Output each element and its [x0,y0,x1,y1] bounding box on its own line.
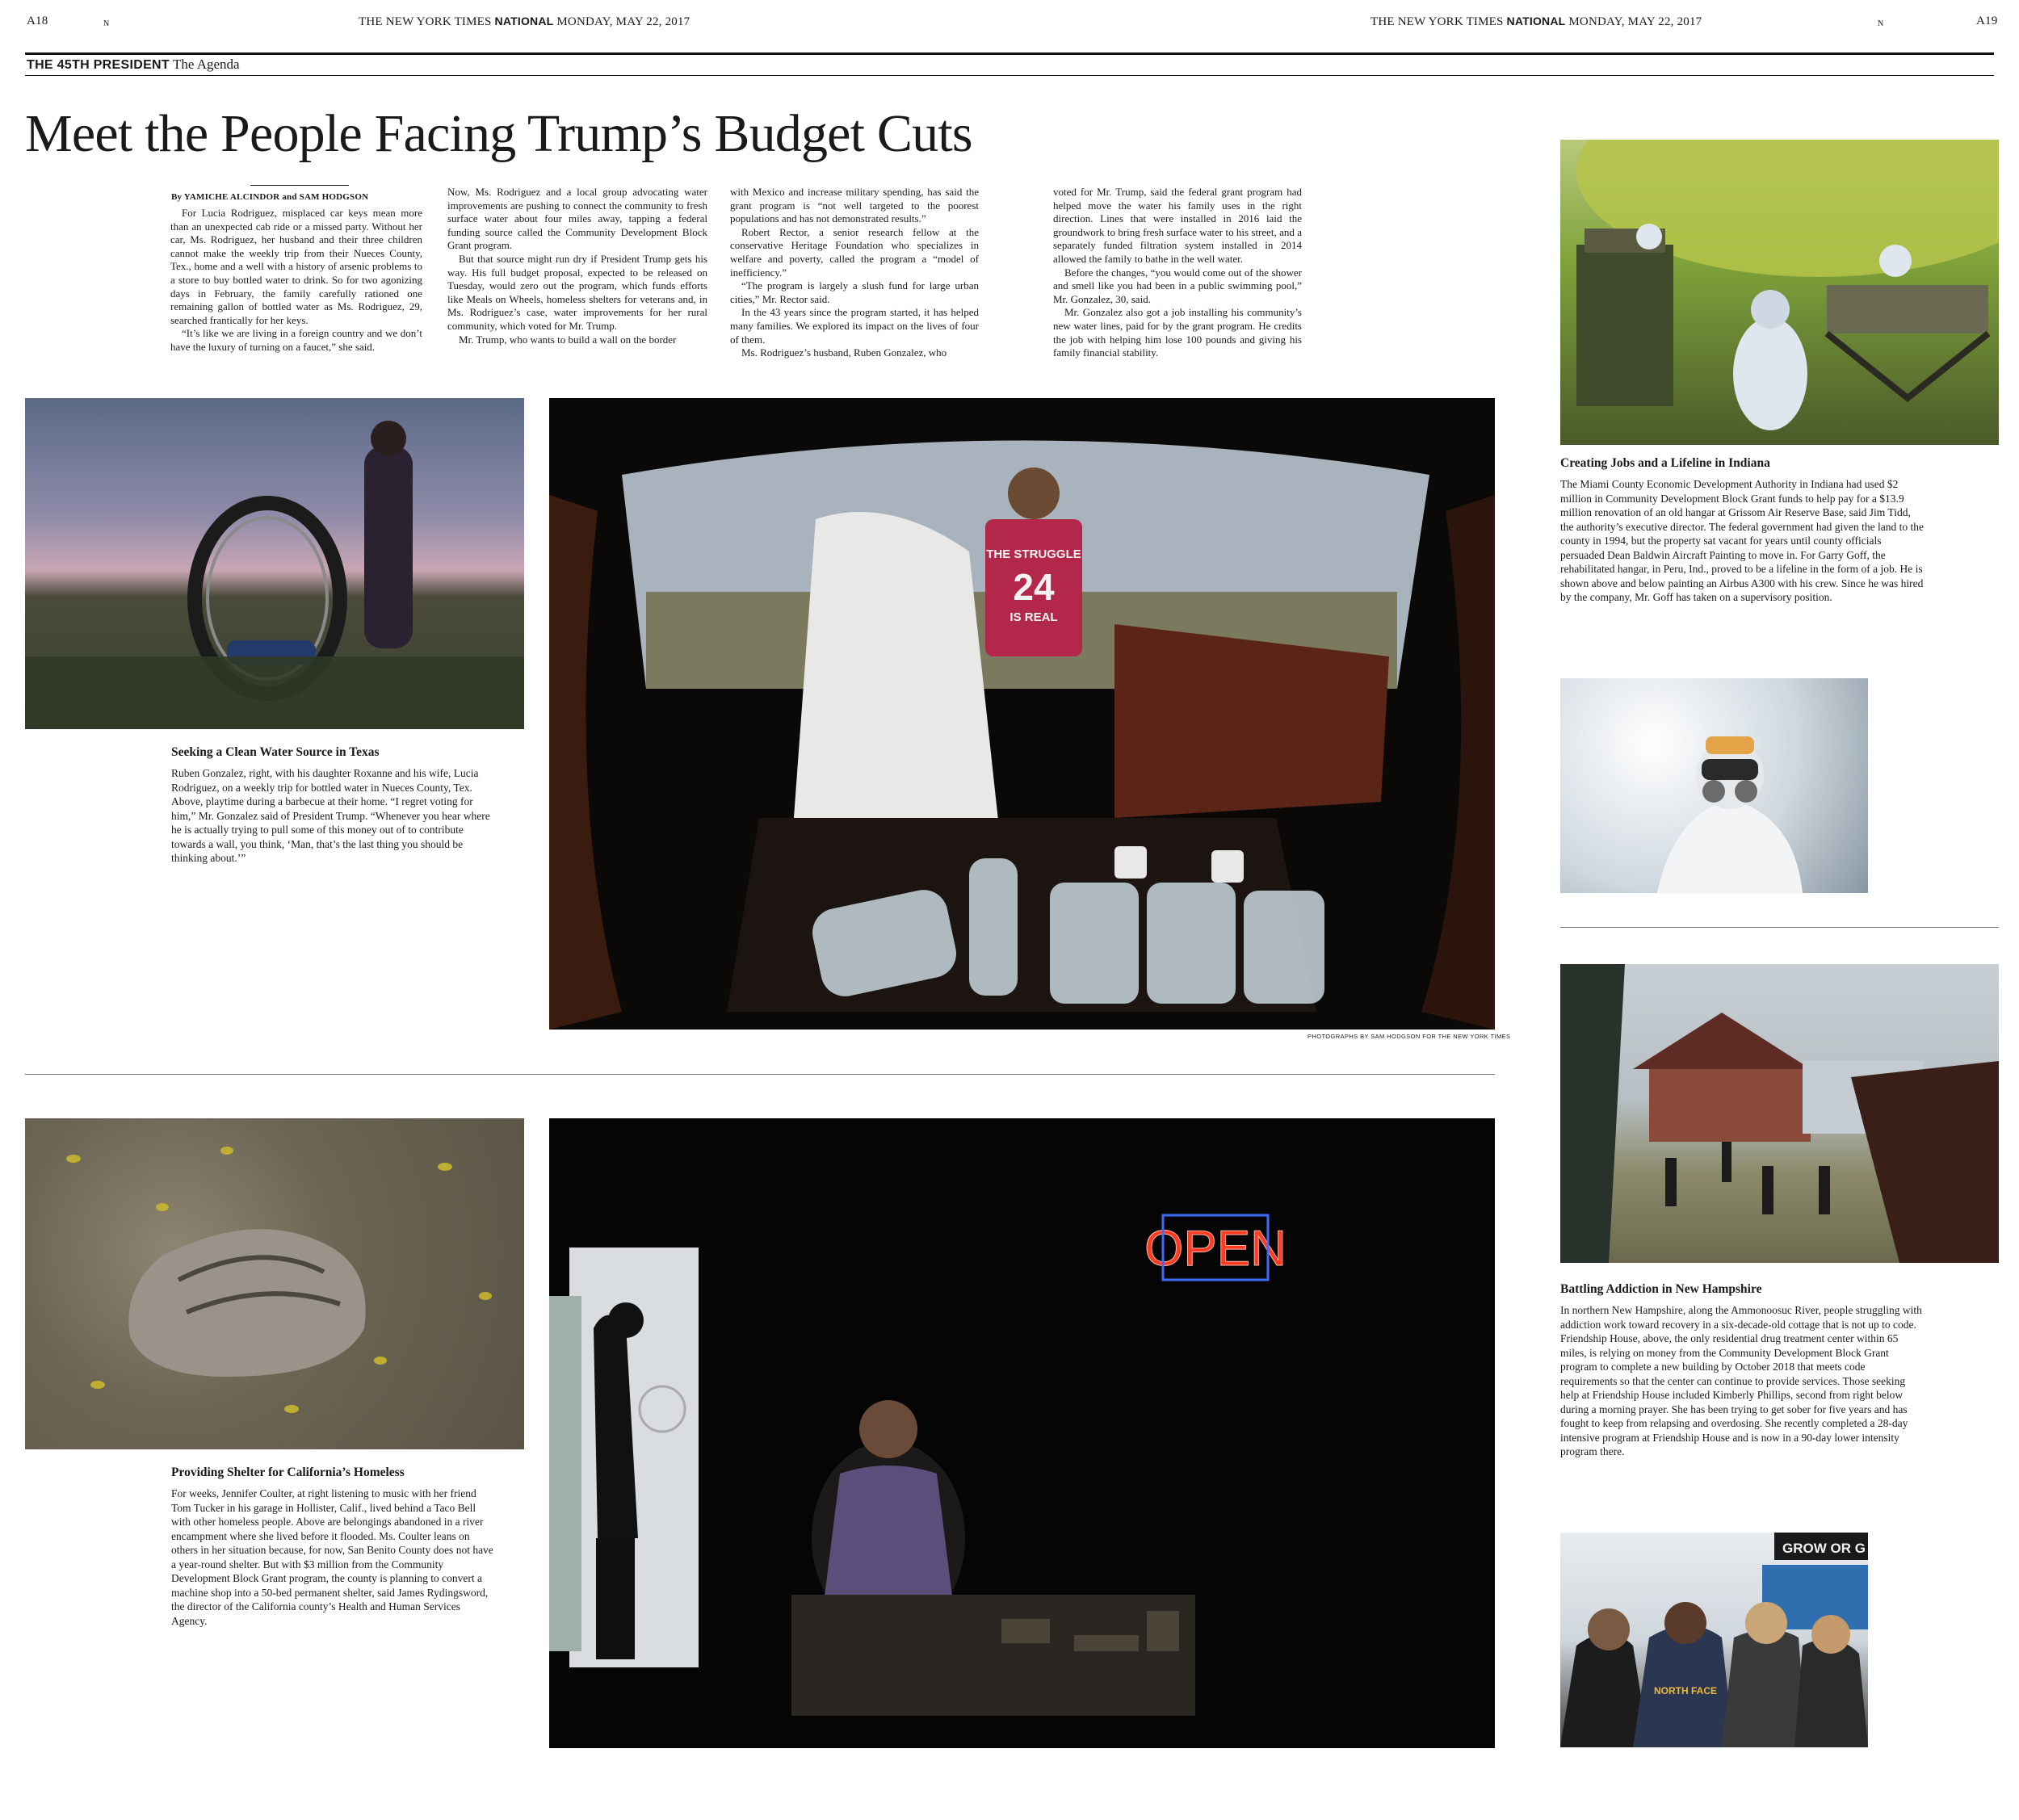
caption-indiana-title: Creating Jobs and a Lifeline in Indiana [1560,456,1770,470]
caption-indiana-body: The Miami County Economic Development Authority in Indiana had used $2 million in Community Development Block Grant funds to help pay for a $13.9 million renovation of an old hangar at Grissom Air Reserve Base, said Jim Tidd, the authority’s executive director. The federal government had given the land to the county in 1994, but the property sat vacant for years until county officials persuaded Dean Baldwin Aircraft Painting to move in. For Garry Goff, the rehabilitated hangar, in Peru, Ind., proved to be a lifeline in the form of a job. He is shown above and below painting an Airbus A300 with his crew. Since he was hired by the company, Mr. Goff has taken on a supervisory position. [1560,478,1924,603]
photo-new-hampshire-house [1560,964,1999,1263]
article-column-4: voted for Mr. Trump, said the federal grant program had helped move the water his family uses in the right direction. Lines that were installed in 2016 laid the groundwork to bring fresh surface water to his street, and a separately funded filtration system installed in 2014 allowed the family to bathe in the well water. Before the changes, “you would come out of the shower and smell like you had been in a public swimming pool,” Mr. Gonzalez, 30, said. Mr. Gonzalez also got a job installing his community’s new water lines, paid for by the grant program. He credits the job with helping him lose 100 pounds and giving his family financial stability. [1053,186,1302,359]
masthead-right: THE NEW YORK TIMES NATIONAL MONDAY, MAY 22, 2017 [1370,15,1702,28]
kicker-rule [25,75,1994,76]
caption-california-title: Providing Shelter for California’s Homeless [171,1466,405,1479]
photo-indiana-hangar-art [1560,140,1999,445]
neon-open-sign: OPEN [1144,1221,1287,1277]
hoodie-text: NORTH FACE [1654,1685,1717,1696]
photo-indiana-respirator-art [1560,678,1868,893]
shirt-text-line1: THE STRUGGLE [986,547,1081,561]
masthead-left: THE NEW YORK TIMES NATIONAL MONDAY, MAY 22, 2017 [359,15,690,28]
shirt-text-line2: IS REAL [1010,610,1058,624]
banner-text: GROW OR G [1782,1541,1866,1556]
photo-texas-water-trunk-art [549,398,1495,1030]
article-column-2: Now, Ms. Rodriguez and a local group advocating water improvements are pushing to connect the community to fresh surface water about four miles away, tapping a federal funding source called the Community Development Block Grant program. But that source might run dry if President Trump gets his way. His full budget proposal, expected to be released on Tuesday, would zero out the program, which funds efforts like Meals on Wheels, homeless shelters for veterans and, in Ms. Rodriguez’s case, water improvements for her rural community, which voted for Mr. Trump. Mr. Trump, who wants to build a wall on the border [447,186,707,346]
caption-texas-body: Ruben Gonzalez, right, with his daughter Roxanne and his wife, Lucia Rodriguez, on a weekly trip for bottled water in Nueces County, Tex. Above, playtime during a barbecue at their home. “I regret voting for him,” Mr. Gonzalez said of President Trump. “Whenever you hear where he is actually trying to pull some of this money out of to contribute towards a wall, you think, ‘Man, that’s the last thing you should be thinking about.’” [171,767,490,864]
photo-texas-water-trunk [549,398,1495,1030]
photo-indiana-hangar [1560,140,1999,445]
caption-new-hampshire [1560,1282,1924,1459]
headline: Meet the People Facing Trump’s Budget Cuts [25,104,972,163]
article-column-3: with Mexico and increase military spending, has said the grant program is “not well targeted to the poorest populations and has not demonstrated results.” Robert Rector, a senior research fellow at the conservative Heritage Foundation who specializes in welfare and poverty, called the program a “model of inefficiency.” “The program is largely a slush fund for large urban cities,” Mr. Rector said. In the 43 years since the program started, it has helped many families. We explored its impact on the lives of four of them. Ms. Rodriguez’s husband, Ruben Gonzalez, who [730,186,979,359]
photo-california-boot-art [25,1118,524,1449]
caption-california-body: For weeks, Jennifer Coulter, at right listening to music with her friend Tom Tucker in his garage in Hollister, Calif., lived behind a Taco Bell with other homeless people. Above are belongings abandoned in a river encampment where she lived before it flooded. Ms. Coulter leans on others in her situation because, for now, San Benito County does not have a year-round shelter. But with $3 million from the Community Development Block Grant program, the county is planning to convert a machine shop into a 50-bed permanent shelter, said James Rydingsword, the director of the California county’s Health and Human Services Agency. [171,1487,493,1627]
header-rule [25,52,1994,55]
photo-new-hampshire-prayer-art [1560,1533,1868,1747]
photo-indiana-respirator [1560,678,1868,893]
kicker: THE 45TH PRESIDENT The Agenda [27,57,240,72]
caption-texas-title: Seeking a Clean Water Source in Texas [171,745,380,759]
caption-indiana [1560,456,1924,605]
edition-marker-left: N [103,19,110,28]
photo-california-garage-art [549,1118,1495,1748]
section-divider-right [1560,927,1999,928]
article-column-1: For Lucia Rodriguez, misplaced car keys mean more than an unexpected cab ride or a missed party. Without her car, Ms. Rodriguez, her husband and their three children cannot make the weekly trip from their Nueces County, Tex., home and a well with a history of arsenic problems to a store to buy bottled water to drink. So for two agonizing days in February, the family carefully rationed one remaining gallon of bottled water as Ms. Rodriguez, 29, searched frantically for her keys. “It’s like we are living in a foreign country and we don’t have the luxury of turning on a faucet,” she said. [170,207,422,353]
caption-california [171,1466,494,1628]
page-number-left: A18 [27,15,48,27]
caption-texas [171,745,494,866]
photo-california-garage [549,1118,1495,1748]
edition-marker-right: N [1878,19,1884,28]
section-divider-left [25,1074,1495,1075]
byline-rule [250,185,349,186]
page-number-right: A19 [1976,15,1998,27]
shirt-number: 24 [1013,566,1055,608]
photo-california-boot [25,1118,524,1449]
caption-new-hampshire-body: In northern New Hampshire, along the Ammonoosuc River, people struggling with addiction work toward recovery in a six-decade-old cottage that is not up to code. Friendship House, above, the only residential drug treatment center within 65 miles, is relying on money from the Community Development Block Grant program to complete a new building by October 2018 that meets code requirements so that the center can continue to provide services. Those seeking help at Friendship House included Kimberly Phillips, second from right below during a morning prayer. She has been trying to get sober for five years and has fought to keep from relapsing and overdosing. She recently completed a 28-day intensive program at Friendship House and is now in a 90-day lower intensity program there. [1560,1304,1922,1457]
photo-texas-playtime-art [25,398,524,729]
byline: By YAMICHE ALCINDOR and SAM HODGSON [171,192,369,202]
photo-credit: PHOTOGRAPHS BY SAM HODGSON FOR THE NEW YORK TIMES [1308,1033,1511,1040]
photo-new-hampshire-house-art [1560,964,1999,1263]
caption-new-hampshire-title: Battling Addiction in New Hampshire [1560,1282,1762,1296]
photo-texas-playtime [25,398,524,729]
photo-new-hampshire-prayer [1560,1533,1868,1747]
